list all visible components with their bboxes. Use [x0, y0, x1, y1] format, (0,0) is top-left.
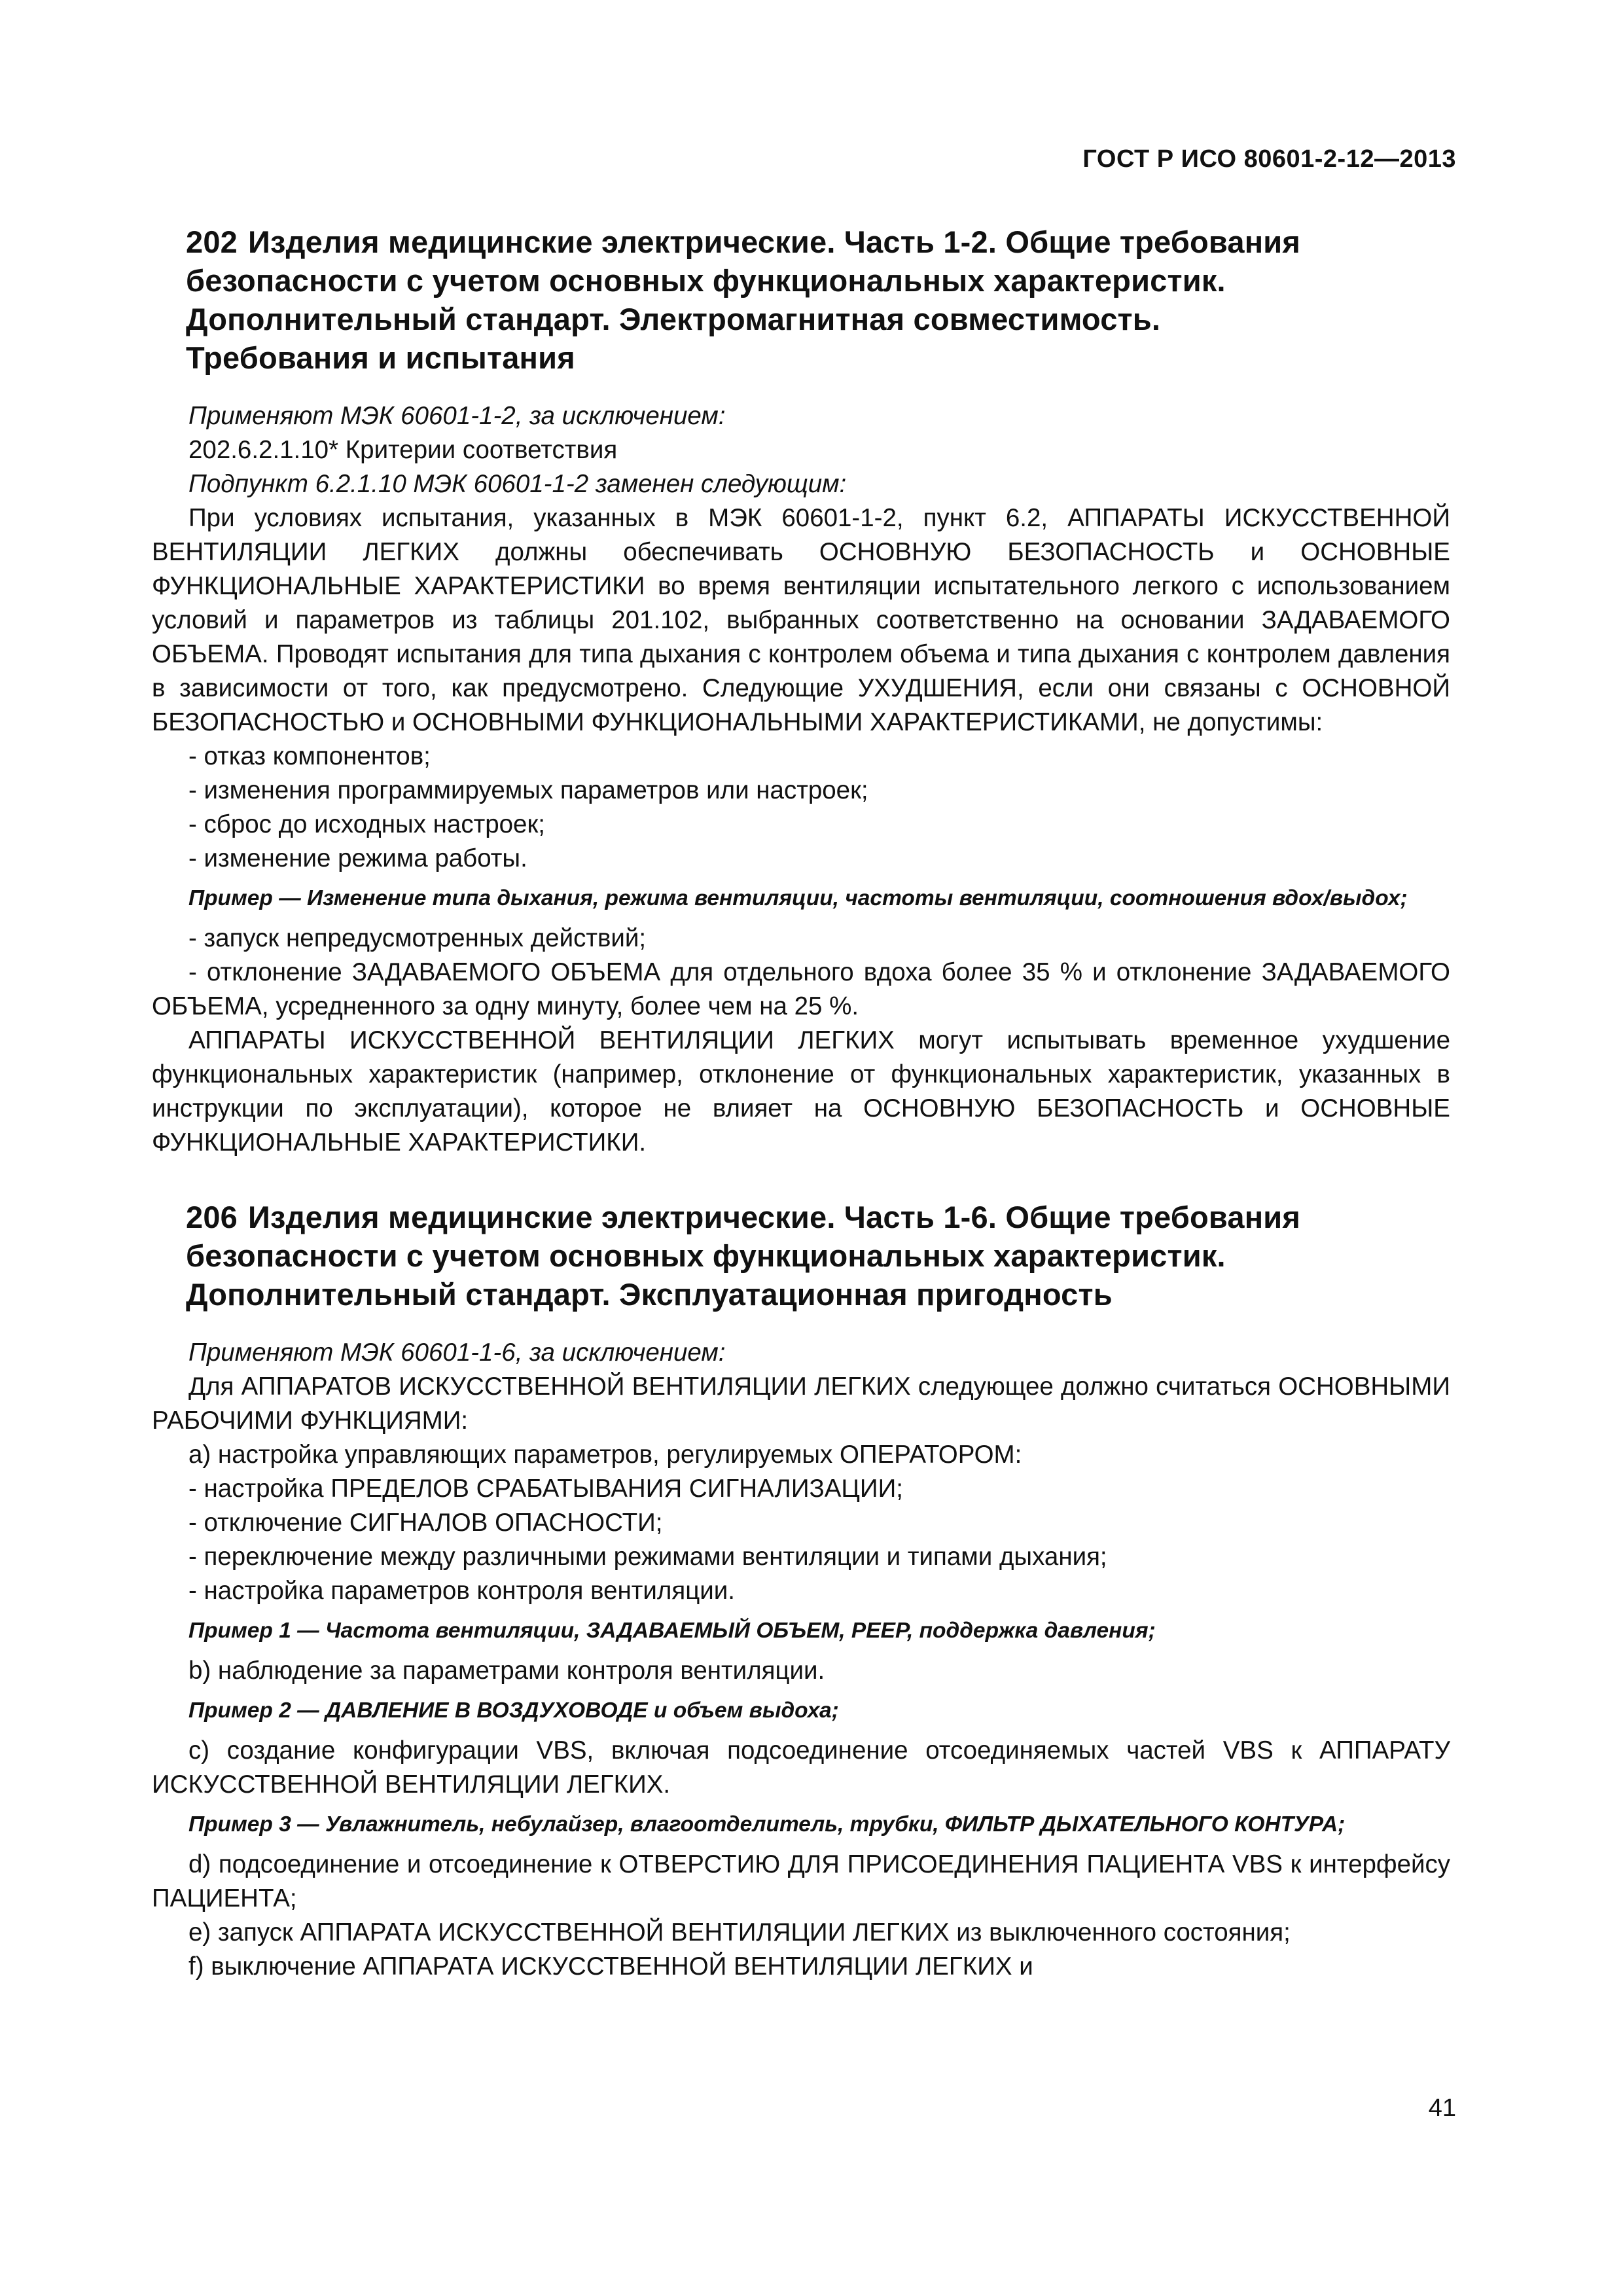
section-title-line: Требования и испытания: [186, 340, 575, 375]
list-item: - запуск непредусмотренных действий;: [188, 924, 647, 952]
list-item: d) подсоединение и отсоединение к ОТВЕРСТИЮ ДЛЯ ПРИСОЕДИНЕНИЯ ПАЦИЕНТА VBS к интерфейсу ПАЦИЕНТА;: [152, 1850, 1450, 1912]
section-title-line: 202 Изделия медицинские электрические. Часть 1-2. Общие требования: [186, 224, 1301, 259]
example-note: Пример 3 — Увлажнитель, небулайзер, влагоотделитель, трубки, ФИЛЬТР ДЫХАТЕЛЬНОГО КОНТУРА;: [188, 1812, 1346, 1837]
apply-statement: Применяют МЭК 60601-1-2, за исключением:: [188, 402, 726, 430]
section-206-title: [186, 1198, 1450, 1314]
list-item: - отказ компонентов;: [188, 742, 431, 770]
section-title-line: Дополнительный стандарт. Электромагнитная совместимость.: [186, 302, 1161, 336]
list-item: - переключение между различными режимами вентиляции и типами дыхания;: [188, 1543, 1107, 1571]
replacement-note: Подпункт 6.2.1.10 МЭК 60601-1-2 заменен следующим:: [188, 470, 847, 498]
section-title-line: 206 Изделия медицинские электрические. Часть 1-6. Общие требования: [186, 1200, 1301, 1234]
list-item: - отклонение ЗАДАВАЕМОГО ОБЪЕМА для отдельного вдоха более 35 % и отклонение ЗАДАВАЕМОГО ОБЪЕМА, усредненного за одну минуту, более чем на 25 %.: [152, 958, 1450, 1020]
clause-heading: 202.6.2.1.10* Критерии соответствия: [188, 436, 618, 464]
apply-statement: Применяют МЭК 60601-1-6, за исключением:: [188, 1338, 726, 1367]
document-id-header: ГОСТ Р ИСО 80601-2-12—2013: [1082, 145, 1456, 173]
list-item: - сброс до исходных настроек;: [188, 810, 545, 838]
body-paragraph: АППАРАТЫ ИСКУССТВЕННОЙ ВЕНТИЛЯЦИИ ЛЕГКИХ могут испытывать временное ухудшение функциональных характеристик (например, отклонение от функциональных характеристик, указанных в инструкции по эксплуатации), которое не влияет на ОСНОВНУЮ БЕЗОПАСНОСТЬ и ОСНОВНЫЕ ФУНКЦИОНАЛЬНЫЕ ХАРАКТЕРИСТИКИ.: [152, 1026, 1450, 1157]
example-note: Пример 1 — Частота вентиляции, ЗАДАВАЕМЫЙ ОБЪЕМ, PEEP, поддержка давления;: [188, 1619, 1156, 1643]
list-item: - настройка ПРЕДЕЛОВ СРАБАТЫВАНИЯ СИГНАЛИЗАЦИИ;: [188, 1475, 903, 1503]
list-item: a) настройка управляющих параметров, регулируемых ОПЕРАТОРОМ:: [188, 1441, 1022, 1469]
list-item: - настройка параметров контроля вентиляции.: [188, 1577, 735, 1605]
list-item: - отключение СИГНАЛОВ ОПАСНОСТИ;: [188, 1509, 663, 1537]
list-item: e) запуск АППАРАТА ИСКУССТВЕННОЙ ВЕНТИЛЯЦИИ ЛЕГКИХ из выключенного состояния;: [188, 1918, 1291, 1946]
list-item: - изменения программируемых параметров или настроек;: [188, 776, 868, 804]
section-number: 206: [186, 1200, 238, 1234]
page-body: [152, 223, 1450, 1984]
section-title-line: Дополнительный стандарт. Эксплуатационная пригодность: [186, 1277, 1113, 1312]
section-number: 202: [186, 224, 238, 259]
page-number: 41: [1428, 2094, 1456, 2122]
list-item: b) наблюдение за параметрами контроля вентиляции.: [188, 1657, 825, 1685]
section-title-line: безопасности с учетом основных функциональных характеристик.: [186, 1238, 1226, 1273]
list-item: - изменение режима работы.: [188, 844, 527, 872]
section-title-line: безопасности с учетом основных функциональных характеристик.: [186, 263, 1226, 298]
example-note: Пример 2 — ДАВЛЕНИЕ В ВОЗДУХОВОДЕ и объем выдоха;: [188, 1698, 839, 1723]
list-item: c) создание конфигурации VBS, включая подсоединение отсоединяемых частей VBS к АППАРАТУ ИСКУССТВЕННОЙ ВЕНТИЛЯЦИИ ЛЕГКИХ.: [152, 1736, 1450, 1799]
body-paragraph: Для АППАРАТОВ ИСКУССТВЕННОЙ ВЕНТИЛЯЦИИ ЛЕГКИХ следующее должно считаться ОСНОВНЫМИ РАБОЧИМИ ФУНКЦИЯМИ:: [152, 1372, 1450, 1435]
section-202-title: [186, 223, 1450, 377]
list-item: f) выключение АППАРАТА ИСКУССТВЕННОЙ ВЕНТИЛЯЦИИ ЛЕГКИХ и: [188, 1952, 1033, 1981]
example-note: Пример — Изменение типа дыхания, режима вентиляции, частоты вентиляции, соотношения вдох/выдох;: [188, 886, 1408, 910]
body-paragraph: При условиях испытания, указанных в МЭК 60601-1-2, пункт 6.2, АППАРАТЫ ИСКУССТВЕННОЙ ВЕНТИЛЯЦИИ ЛЕГКИХ должны обеспечивать ОСНОВНУЮ БЕЗОПАСНОСТЬ и ОСНОВНЫЕ ФУНКЦИОНАЛЬНЫЕ ХАРАКТЕРИСТИКИ во время вентиляции испытательного легкого с использованием условий и параметров из таблицы 201.102, выбранных соответственно на основании ЗАДАВАЕМОГО ОБЪЕМА. Проводят испытания для типа дыхания с контролем объема и типа дыхания с контролем давления в зависимости от того, как предусмотрено. Следующие УХУДШЕНИЯ, если они связаны с ОСНОВНОЙ БЕЗОПАСНОСТЬЮ и ОСНОВНЫМИ ФУНКЦИОНАЛЬНЫМИ ХАРАКТЕРИСТИКАМИ, не допустимы:: [152, 504, 1450, 736]
